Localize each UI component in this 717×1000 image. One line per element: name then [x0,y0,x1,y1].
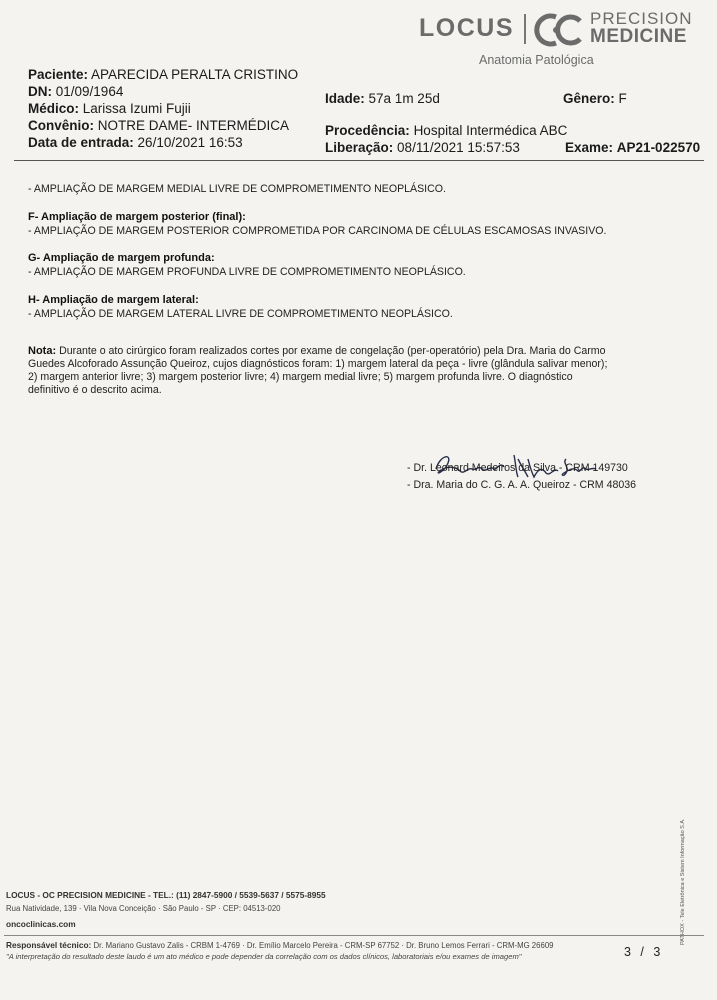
logo-medicine: MEDICINE [590,26,687,47]
nota-line-2: Guedes Alcoforado Assunção Queiroz, cujos diagnósticos foram: 1) margem lateral da peça - livre (glândula salivar menor); [28,358,608,370]
dn-value: 01/09/1964 [55,84,124,99]
liberacao-label: Liberação: [325,140,394,155]
nota-line-3: 2) margem anterior livre; 3) margem posterior livre; 4) margem medial livre; 5) margem profunda livre. O diagnóstico [28,371,573,383]
idade-value: 57a 1m 25d [368,91,440,106]
patient-name-row [28,67,298,82]
section-f-text: - AMPLIAÇÃO DE MARGEM POSTERIOR COMPROMETIDA POR CARCINOMA DE CÉLULAS ESCAMOSAS INVASIVO. [28,225,607,237]
dn-label: DN: [28,84,52,99]
convenio-label: Convênio: [28,118,94,133]
footer-responsavel-label: Responsável técnico: [6,940,92,950]
exame-label: Exame: [565,140,614,155]
procedencia-value: Hospital Intermédica ABC [413,123,568,138]
liberacao-row [325,140,520,155]
logo-precision: PRECISION [590,9,693,28]
section-h-text: - AMPLIAÇÃO DE MARGEM LATERAL LIVRE DE COMPROMETIMENTO NEOPLÁSICO. [28,308,453,320]
nota-line-1 [28,345,606,358]
medico-label: Médico: [28,101,80,116]
footer-divider [4,935,704,936]
entrada-value: 26/10/2021 16:53 [137,135,243,150]
signature-doctor-1: - Dr. Leonard Medeiros da Silva - CRM 149730 [407,462,628,474]
genero-label: Gênero: [563,91,615,106]
footer-company: LOCUS - OC PRECISION MEDICINE - TEL.: (11) 2847-5900 / 5539-5637 / 5575-8955 [6,890,326,900]
footer-responsavel-row [6,940,554,950]
footer-responsavel-value: Dr. Mariano Gustavo Zalis - CRBM 1-4769 · Dr. Emílio Marcelo Pereira - CRM-SP 67752 · Dr. Bruno Lemos Ferrari - CRM-MG 26609 [93,941,554,950]
logo-subtitle: Anatomia Patológica [479,53,594,67]
locus-logo-text: LOCUS [419,14,514,42]
genero-row [563,91,627,106]
procedencia-row [325,123,567,138]
margin-medial-line: - AMPLIAÇÃO DE MARGEM MEDIAL LIVRE DE COMPROMETIMENTO NEOPLÁSICO. [28,183,446,195]
entrada-row [28,135,243,150]
footer-website: oncoclinicas.com [6,919,76,929]
dn-row [28,84,123,99]
nota-label: Nota: [28,345,57,357]
signature-doctor-2: - Dra. Maria do C. G. A. A. Queiroz - CRM 48036 [407,479,637,491]
liberacao-value: 08/11/2021 15:57:53 [397,140,520,155]
header-divider [14,160,704,161]
convenio-value: NOTRE DAME- INTERMÉDICA [97,118,290,133]
nota-line-4: definitivo é o descrito acima. [28,384,162,396]
procedencia-label: Procedência: [325,123,410,138]
patient-name: APARECIDA PERALTA CRISTINO [91,67,299,82]
patient-name-label: Paciente: [28,67,89,82]
entrada-label: Data de entrada: [28,135,134,150]
medico-row [28,101,191,116]
section-g-text: - AMPLIAÇÃO DE MARGEM PROFUNDA LIVRE DE COMPROMETIMENTO NEOPLÁSICO. [28,266,466,278]
section-f-title: F- Ampliação de margem posterior (final): [28,211,246,223]
logo-divider [524,14,526,44]
vertical-side-text: PATHOX - Tele Eletrônica e Sistem Informação S.A. [680,818,686,945]
footer-address: Rua Natividade, 139 · Vila Nova Conceição · São Paulo - SP · CEP: 04513-020 [6,904,281,913]
footer-disclaimer: "A interpretação do resultado deste laudo é um ato médico e pode depender da correlação com os dados clínicos, laboratoriais e/ou exames de imagem" [6,952,522,961]
section-g-title: G- Ampliação de margem profunda: [28,252,215,264]
nota-text-1: Durante o ato cirúrgico foram realizados cortes por exame de congelação (per-operatório) pela Dra. Maria do Carmo [59,345,606,357]
oc-logo-icon [534,12,586,48]
exame-row [565,140,700,155]
medico-value: Larissa Izumi Fujii [82,101,191,116]
section-h-title: H- Ampliação de margem lateral: [28,294,199,306]
idade-row [325,91,440,106]
exame-value: AP21-022570 [616,140,701,155]
genero-value: F [618,91,627,106]
page-number: 3 / 3 [624,945,664,959]
idade-label: Idade: [325,91,365,106]
convenio-row [28,118,289,133]
